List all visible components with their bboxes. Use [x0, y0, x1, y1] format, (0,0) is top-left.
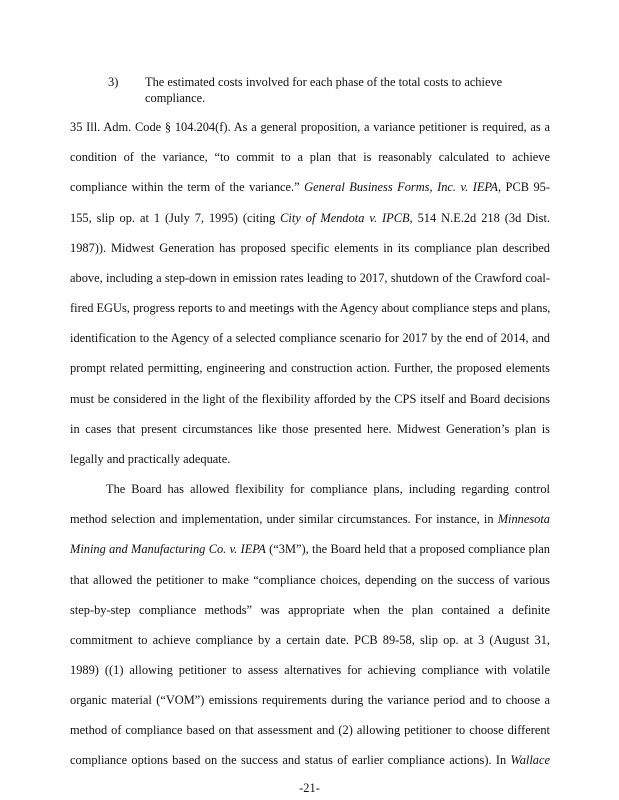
- paragraph1-line4: [70, 210, 550, 226]
- case-citation: City of Mendota v. IPCB: [280, 211, 410, 225]
- paragraph1-line11: in cases that present circumstances like those presented here. Midwest Generation’s plan is: [70, 422, 550, 436]
- list-item-text-line2: compliance.: [145, 91, 206, 105]
- paragraph2-line6: commitment to achieve compliance by a certain date. PCB 89-58, slip op. at 3 (August 31,: [70, 633, 550, 647]
- page-number: -21-: [299, 781, 320, 795]
- paragraph1-line5: 1987)). Midwest Generation has proposed specific elements in its compliance plan described: [70, 241, 550, 255]
- paragraph2-line7: 1989) ((1) allowing petitioner to assess alternatives for achieving compliance with volatile: [70, 663, 550, 677]
- list-item-text-line1: The estimated costs involved for each phase of the total costs to achieve: [145, 75, 503, 89]
- paragraph2-line2-text: method selection and implementation, under similar circumstances. For instance, in: [70, 512, 494, 526]
- list-item-number: 3): [108, 75, 119, 89]
- paragraph2-line3-post: (“3M”), the Board held that a proposed compliance plan: [265, 542, 550, 556]
- paragraph1-line8: identification to the Agency of a selected compliance scenario for 2017 by the end of 2014, and: [70, 331, 550, 345]
- case-citation: Mining and Manufacturing Co. v. IEPA: [70, 542, 266, 556]
- paragraph1-line3-post: , PCB 95-: [497, 180, 550, 194]
- case-citation: Wallace: [510, 753, 550, 767]
- paragraph2-line5: step-by-step compliance methods” was appropriate when the plan contained a definite: [70, 603, 550, 617]
- paragraph1-line2: condition of the variance, “to commit to a plan that is reasonably calculated to achieve: [70, 150, 550, 164]
- paragraph1-line6: above, including a step-down in emission rates leading to 2017, shutdown of the Crawford coal-: [70, 271, 550, 285]
- paragraph1-line9: prompt related permitting, engineering and construction action. Further, the proposed elements: [70, 361, 550, 375]
- paragraph2-line8: organic material (“VOM”) emissions requirements during the variance period and to choose a: [70, 693, 550, 707]
- paragraph2-line1: The Board has allowed flexibility for compliance plans, including regarding control: [106, 482, 550, 496]
- paragraph1-line1: 35 Ill. Adm. Code § 104.204(f). As a general proposition, a variance petitioner is required, as a: [70, 120, 550, 134]
- case-citation: Minnesota: [497, 512, 550, 526]
- paragraph2-line3: [70, 541, 550, 557]
- paragraph2-line4: that allowed the petitioner to make “compliance choices, depending on the success of various: [70, 573, 550, 587]
- paragraph1-line4-post: , 514 N.E.2d 218 (3d Dist.: [409, 211, 550, 225]
- paragraph2-line10-text: compliance options based on the success and status of earlier compliance actions). In: [70, 753, 507, 767]
- paragraph2-line10: [70, 752, 550, 768]
- case-citation: General Business Forms, Inc. v. IEPA: [304, 180, 498, 194]
- paragraph1-line7: fired EGUs, progress reports to and meetings with the Agency about compliance steps and plans,: [70, 301, 551, 315]
- list-item-text: [145, 74, 525, 106]
- paragraph1-line12: legally and practically adequate.: [70, 452, 231, 466]
- paragraph1-line4-text: 155, slip op. at 1 (July 7, 1995) (citing: [70, 211, 276, 225]
- paragraph1-line3-text: compliance within the term of the variance.”: [70, 180, 300, 194]
- paragraph1-line3: [70, 179, 550, 195]
- paragraph2-line2: [70, 511, 550, 527]
- paragraph1-line10: must be considered in the light of the flexibility afforded by the CPS itself and Board decisions: [70, 392, 550, 406]
- paragraph2-line9: method of compliance based on that assessment and (2) allowing petitioner to choose different: [70, 723, 550, 737]
